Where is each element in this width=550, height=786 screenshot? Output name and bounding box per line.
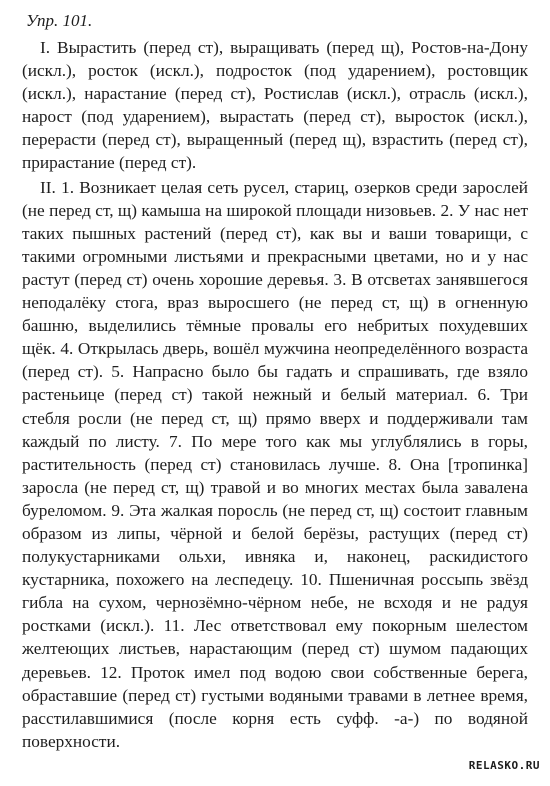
exercise-page — [22, 10, 528, 753]
site-watermark: RELASKO.RU — [468, 759, 540, 772]
exercise-part-1: I. Вырастить (перед ст), выращивать (перед щ), Ростов-на-Дону (искл.), росток (искл.), подросток (под ударением), ростовщик (искл.), нарастание (перед ст), Ростислав (искл.), отрасль (искл.), нарост (под ударением), вырастать (перед ст), выросток (искл.), перерасти (перед ст), выращенный (перед щ), взрастить (перед ст), прирастание (перед ст). — [22, 38, 528, 173]
exercise-part-2: II. 1. Возникает целая сеть русел, стариц, озерков среди зарослей (не перед ст, щ) камыша на широкой площади низовьев. 2. У нас нет таких пышных растений (перед ст), как вы и ваши товарищи, с такими огромными листьями и прекрасными цветами, но и у нас растут (перед ст) очень хорошие деревья. 3. В отсветах занявшегося неподалёку стога, враз выросшего (не перед ст, щ) в огненную башню, выделились тёмные провалы его небритых похудевших щёк. 4. Открылась дверь, вошёл мужчина неопределённого возраста (перед ст). 5. Напрасно было бы гадать и спрашивать, где взяло растеньице (перед ст) такой нежный и белый материал. 6. Три стебля росли (не перед ст, щ) прямо вверх и поддерживали там каждый по листу. 7. По мере того как мы углублялись в горы, растительность (перед ст) становилась лучше. 8. Она [тропинка] заросла (не перед ст, щ) травой и во многих местах была завалена буреломом. 9. Эта жалкая поросль (не перед ст, щ) состоит главным образом из липы, чёрной и белой берёзы, растущих (перед ст) полукустарниками ольхи, ивняка и, наконец, раскидистого кустарника, похожего на леспедецу. 10. Пшеничная россыпь звёзд гибла на сухом, чернозёмно-чёрном небе, не всходя и не радуя ростками (искл.). 11. Лес ответствовал ему покорным шелестом желтеющих листьев, нарастающим (перед ст) шумом падающих деревьев. 12. Проток имел под водою свои собственные берега, обраставшие (перед ст) густыми водяными травами в летнее время, расстилавшимися (после корня есть суфф. -а-) по водяной поверхности. — [22, 177, 528, 751]
exercise-title: Упр. 101. — [26, 11, 93, 30]
